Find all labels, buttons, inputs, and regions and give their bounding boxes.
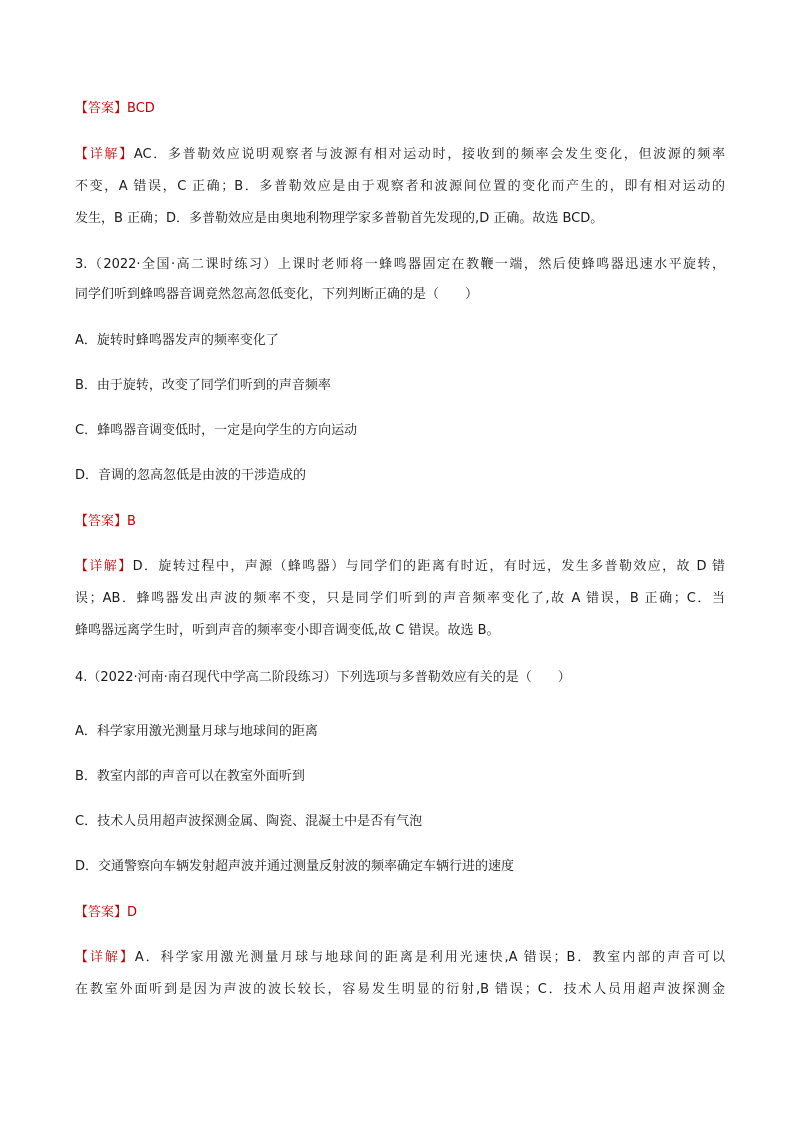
detail-text: 不变，A 错误，C 正确；B．多普勒效应是由于观察者和波源间位置的变化而产生的，即有相对运动的: [75, 179, 725, 194]
q3-option-b: B．由于旋转，改变了同学们听到的声音频率: [75, 378, 331, 393]
q4-detail-line-2: [75, 982, 725, 998]
answer-label: 【答案】: [75, 101, 128, 116]
q3-option-d: D．音调的忽高忽低是由波的干涉造成的: [75, 468, 307, 483]
q3-answer: [75, 514, 725, 530]
detail-text: AC．多普勒效应说明观察者与波源有相对运动时，接收到的频率会发生变化，但波源的频率: [133, 147, 725, 162]
detail-text: D．旋转过程中，声源（蜂鸣器）与同学们的距离有时近，有时远，发生多普勒效应，故 D 错: [132, 559, 725, 574]
detail-text: 蜂鸣器远离学生时，听到声音的频率变小即音调变低,故 C 错误。故选 B。: [75, 623, 500, 638]
answer-label: 【答案】: [75, 905, 128, 920]
q3-stem-line-2: [75, 287, 725, 303]
q2-detail-line-1: [75, 147, 725, 163]
q4-option-b: B．教室内部的声音可以在教室外面听到: [75, 769, 305, 784]
q4-option-a: A．科学家用激光测量月球与地球间的距离: [75, 724, 318, 739]
q3-option-c: C．蜂鸣器音调变低时，一定是向学生的方向运动: [75, 423, 358, 438]
detail-text: 在教室外面听到是因为声波的波长较长，容易发生明显的衍射,B 错误；C．技术人员用超声波探测金: [75, 982, 725, 997]
question-stem: 3.（2022·全国·高二课时练习）上课时老师将一蜂鸣器固定在教鞭一端，然后使蜂鸣器迅速水平旋转，: [75, 257, 725, 272]
detail-text: 发生，B 正确；D．多普勒效应是由奥地利物理学家多普勒首先发现的,D 正确。故选 BCD。: [75, 211, 604, 226]
q2-detail-line-2: [75, 179, 725, 195]
detail-label: 【详解】: [75, 147, 134, 162]
q2-answer: [75, 101, 725, 117]
q4-answer: [75, 905, 725, 921]
detail-text: 误；AB．蜂鸣器发出声波的频率不变，只是同学们听到的声音频率变化了,故 A 错误，B 正确；C．当: [75, 591, 725, 606]
q3-detail-line-2: [75, 591, 725, 607]
detail-label: 【详解】: [75, 950, 135, 965]
answer-label: 【答案】: [75, 514, 128, 529]
q3-option-a: A．旋转时蜂鸣器发声的频率变化了: [75, 333, 279, 348]
q3-detail-line-1: [75, 559, 725, 575]
q4-stem-line-1: [75, 670, 725, 686]
q3-detail-line-3: [75, 623, 725, 639]
question-stem: 同学们听到蜂鸣器音调竟然忽高忽低变化，下列判断正确的是（ ）: [75, 287, 479, 302]
q4-option-c: C．技术人员用超声波探测金属、陶瓷、混凝土中是否有气泡: [75, 814, 423, 829]
detail-label: 【详解】: [75, 559, 133, 574]
answer-value: B: [127, 514, 136, 529]
q3-stem-line-1: [75, 257, 725, 273]
detail-text: A．科学家用激光测量月球与地球间的距离是利用光速快,A 错误；B．教室内部的声音可以: [134, 950, 725, 965]
q4-detail-line-1: [75, 950, 725, 966]
answer-value: D: [127, 905, 138, 920]
answer-value: BCD: [127, 101, 155, 116]
question-stem: 4.（2022·河南·南召现代中学高二阶段练习）下列选项与多普勒效应有关的是（ ）: [75, 670, 571, 685]
q2-detail-line-3: [75, 211, 725, 227]
q4-option-d: D．交通警察向车辆发射超声波并通过测量反射波的频率确定车辆行进的速度: [75, 859, 515, 874]
